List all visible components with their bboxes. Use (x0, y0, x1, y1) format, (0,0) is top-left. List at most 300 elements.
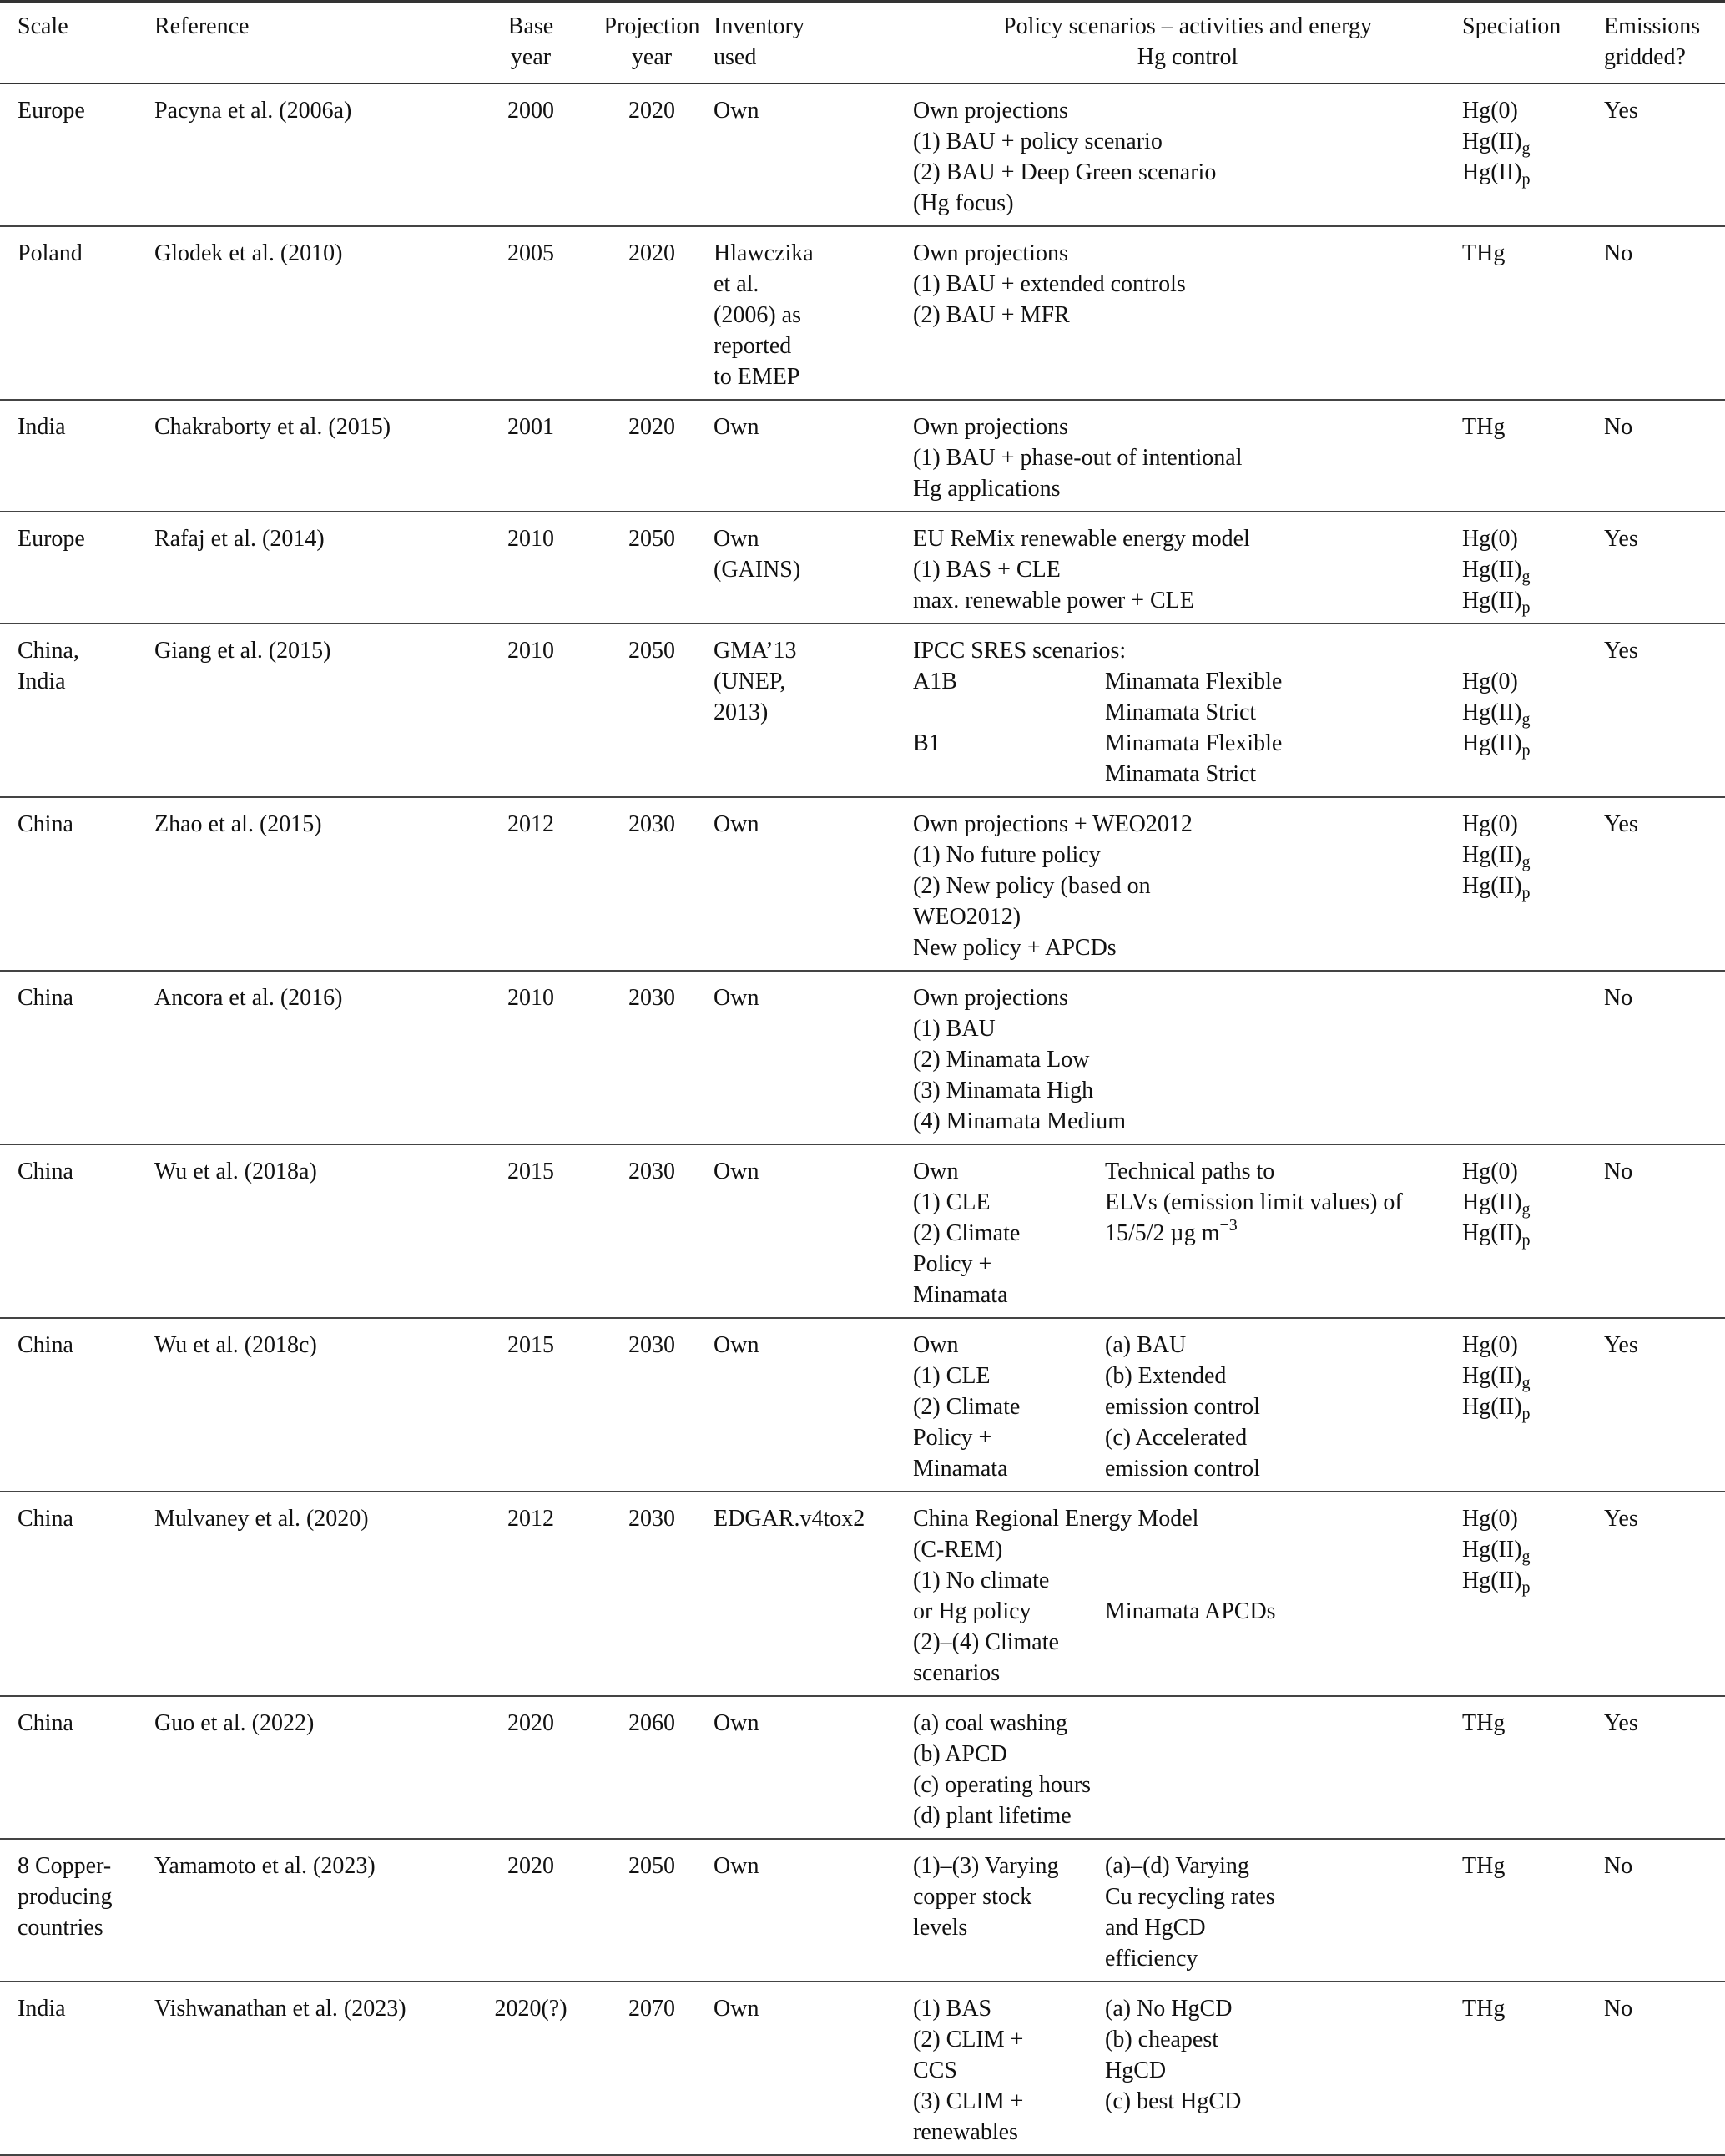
policy-line: (1) CLE (913, 1189, 991, 1215)
policy-line-text: 15/5/2 µg m (1105, 1220, 1220, 1246)
speciation-line (1462, 697, 1604, 728)
speciation-line-subscript: g (1521, 1548, 1531, 1566)
scale-line: China, (18, 638, 79, 664)
speciation-line-text: Hg(II) (1462, 159, 1522, 185)
cell-inventory (714, 1696, 913, 1839)
cell-emissions-gridded: Yes (1604, 1506, 1638, 1532)
scale-line: China (18, 811, 73, 837)
inventory-line: to EMEP (714, 364, 800, 390)
speciation-line-subscript: g (1521, 710, 1531, 729)
header-line: year (510, 44, 552, 70)
speciation-line (1462, 412, 1604, 442)
policy-line: A1B (913, 669, 957, 694)
scale-line: China (18, 985, 73, 1011)
cell-scale (0, 971, 154, 1144)
policy-line: (1) BAU + policy scenario (913, 129, 1163, 154)
header-line: gridded? (1604, 44, 1686, 70)
policy-line (1105, 1565, 1462, 1596)
cell-speciation (1462, 624, 1604, 797)
header-line: Reference (154, 13, 250, 39)
speciation-line-text: Hg(0) (1462, 669, 1518, 694)
table-row (0, 624, 1725, 797)
inventory-line: Own (714, 1710, 759, 1736)
inventory-line: Own (714, 811, 759, 837)
policy-line: CCS (913, 2058, 957, 2083)
cell-projection-year: 2030 (628, 985, 675, 1011)
cell-projection-year: 2030 (628, 811, 675, 837)
cell-emissions-gridded: Yes (1604, 1710, 1638, 1736)
scale-line: India (18, 1996, 66, 2022)
speciation-line-subscript: p (1521, 598, 1531, 617)
speciation-line (1462, 666, 1604, 697)
policy-line: (d) plant lifetime (913, 1803, 1072, 1829)
cell-speciation (1462, 797, 1604, 971)
cell-base-year: 2005 (507, 240, 554, 266)
policy-line: (1) BAU + extended controls (913, 271, 1186, 297)
policy-line: Minamata (913, 1456, 1008, 1482)
speciation-line-subscript: g (1521, 139, 1531, 158)
speciation-line (1462, 635, 1604, 666)
table-row (0, 1492, 1725, 1696)
policy-line: (2) Minamata Low (913, 1047, 1090, 1073)
header-projection-year (590, 2, 714, 84)
cell-speciation (1462, 1839, 1604, 1982)
policy-line-superscript: −3 (1219, 1216, 1238, 1235)
policy-line: Minamata Flexible (1105, 730, 1283, 756)
speciation-line-text: THg (1462, 1710, 1506, 1736)
speciation-line-subscript: p (1521, 884, 1531, 902)
inventory-line: Own (714, 526, 759, 552)
policy-line: Own projections (913, 414, 1068, 440)
speciation-line-text: Hg(II) (1462, 730, 1522, 756)
inventory-line: Own (714, 985, 759, 1011)
speciation-line-subscript: p (1521, 1578, 1531, 1597)
speciation-line-text: Hg(0) (1462, 1506, 1518, 1532)
policy-line: (1) BAS (913, 1996, 992, 2022)
policy-activities (913, 1565, 1105, 1689)
policy-hg-control (1105, 1993, 1462, 2148)
cell-inventory (714, 1492, 913, 1696)
cell-inventory (714, 1144, 913, 1318)
cell-base-year: 2012 (507, 1506, 554, 1532)
scale-line: countries (18, 1915, 103, 1941)
speciation-line (1462, 1534, 1604, 1565)
cell-reference: Pacyna et al. (2006a) (154, 98, 352, 124)
header-line: Speciation (1462, 13, 1561, 39)
cell-policy (913, 624, 1462, 797)
policy-line: (1) No climate (913, 1568, 1050, 1593)
policy-line: (1) No future policy (913, 842, 1101, 868)
speciation-line (1462, 1330, 1604, 1361)
speciation-line (1462, 1218, 1604, 1249)
cell-speciation (1462, 400, 1604, 512)
cell-scale (0, 624, 154, 797)
cell-base-year: 2010 (507, 985, 554, 1011)
scale-line: Europe (18, 98, 85, 124)
cell-speciation (1462, 1492, 1604, 1696)
speciation-line-text: Hg(II) (1462, 1220, 1522, 1246)
cell-speciation (1462, 1318, 1604, 1492)
speciation-line-text: THg (1462, 1853, 1506, 1879)
cell-speciation (1462, 83, 1604, 226)
policy-line: (a)–(d) Varying (1105, 1853, 1249, 1879)
policy-split (913, 1851, 1462, 1974)
policy-line: Cu recycling rates (1105, 1884, 1275, 1910)
inventory-line: (UNEP, (714, 669, 786, 694)
speciation-line-text: Hg(II) (1462, 557, 1522, 583)
cell-speciation (1462, 512, 1604, 624)
inventory-line: EDGAR.v4tox2 (714, 1506, 865, 1532)
policy-line: (2) BAU + MFR (913, 302, 1070, 328)
table-row (0, 226, 1725, 400)
speciation-line-text: THg (1462, 240, 1506, 266)
speciation-line (1462, 809, 1604, 840)
cell-projection-year: 2020 (628, 98, 675, 124)
cell-inventory (714, 512, 913, 624)
policy-line: max. renewable power + CLE (913, 588, 1194, 613)
scale-line: India (18, 414, 66, 440)
cell-policy (913, 797, 1462, 971)
inventory-line: Own (714, 414, 759, 440)
cell-policy (913, 1696, 1462, 1839)
speciation-line-text: Hg(II) (1462, 1568, 1522, 1593)
policy-line: emission control (1105, 1394, 1260, 1420)
speciation-line-text: Hg(0) (1462, 526, 1518, 552)
speciation-line (1462, 523, 1604, 554)
scale-line: China (18, 1506, 73, 1532)
policy-line: (1)–(3) Varying (913, 1853, 1059, 1879)
policy-hg-control (1105, 1851, 1462, 1974)
table-row (0, 971, 1725, 1144)
cell-scale (0, 1318, 154, 1492)
cell-reference: Guo et al. (2022) (154, 1710, 315, 1736)
speciation-line-subscript: p (1521, 170, 1531, 189)
policy-line: (b) Extended (1105, 1363, 1227, 1389)
inventory-line: Own (714, 1332, 759, 1358)
policy-line: (2) BAU + Deep Green scenario (913, 159, 1217, 185)
cell-scale (0, 226, 154, 400)
cell-reference: Rafaj et al. (2014) (154, 526, 325, 552)
policy-line: Technical paths to (1105, 1159, 1275, 1184)
header-line: Base (507, 13, 554, 39)
policy-line: (C-REM) (913, 1537, 1003, 1563)
header-line: Policy scenarios – activities and energy (1003, 13, 1372, 39)
speciation-line-text: Hg(II) (1462, 873, 1522, 899)
cell-projection-year: 2050 (628, 526, 675, 552)
inventory-line: Own (714, 1996, 759, 2022)
speciation-line (1462, 95, 1604, 126)
policy-line: Minamata Strict (1105, 761, 1257, 787)
cell-inventory (714, 624, 913, 797)
cell-inventory (714, 83, 913, 226)
speciation-line (1462, 1565, 1604, 1596)
cell-speciation (1462, 1982, 1604, 2155)
policy-line: or Hg policy (913, 1598, 1031, 1624)
cell-projection-year: 2020 (628, 414, 675, 440)
policy-line: (2)–(4) Climate (913, 1629, 1059, 1655)
speciation-line (1462, 126, 1604, 157)
inventory-line: Hlawczika (714, 240, 814, 266)
cell-reference: Vishwanathan et al. (2023) (154, 1996, 406, 2022)
speciation-line-subscript: p (1521, 741, 1531, 760)
inventory-line: reported (714, 333, 792, 359)
speciation-line-text: Hg(II) (1462, 129, 1522, 154)
speciation-line-text: Hg(II) (1462, 1394, 1522, 1420)
policy-line: (1) BAU + phase-out of intentional (913, 445, 1243, 471)
policy-line: (c) Accelerated (1105, 1425, 1248, 1451)
cell-inventory (714, 1982, 913, 2155)
policy-line: (a) No HgCD (1105, 1996, 1233, 2022)
scale-line: China (18, 1710, 73, 1736)
speciation-line-text: Hg(II) (1462, 1189, 1522, 1215)
policy-line: (b) cheapest (1105, 2027, 1219, 2052)
cell-scale (0, 1839, 154, 1982)
speciation-line-text: Hg(II) (1462, 842, 1522, 868)
speciation-line-text: Hg(0) (1462, 98, 1518, 124)
header-line: used (714, 44, 757, 70)
cell-emissions-gridded: Yes (1604, 98, 1638, 124)
speciation-line (1462, 1993, 1604, 2024)
speciation-line (1462, 157, 1604, 188)
speciation-line-subscript: g (1521, 853, 1531, 871)
cell-reference: Ancora et al. (2016) (154, 985, 343, 1011)
cell-projection-year: 2070 (628, 1996, 675, 2022)
policy-split (913, 1993, 1462, 2148)
speciation-line (1462, 1503, 1604, 1534)
policy-line: (3) CLIM + (913, 2088, 1024, 2114)
speciation-line (1462, 1361, 1604, 1391)
speciation-line-text: Hg(0) (1462, 1159, 1518, 1184)
policy-line: Hg applications (913, 476, 1061, 502)
policy-split (913, 1330, 1462, 1484)
speciation-line-text: Hg(II) (1462, 699, 1522, 725)
inventory-line: (2006) as (714, 302, 801, 328)
policy-line: (b) APCD (913, 1741, 1007, 1767)
cell-reference: Yamamoto et al. (2023) (154, 1853, 376, 1879)
cell-base-year: 2001 (507, 414, 554, 440)
cell-projection-year: 2060 (628, 1710, 675, 1736)
speciation-line (1462, 728, 1604, 759)
cell-speciation (1462, 1144, 1604, 1318)
policy-line: Own projections (913, 985, 1068, 1011)
inventory-line: Own (714, 1159, 759, 1184)
header-line: Emissions (1604, 13, 1701, 39)
policy-hg-control (1105, 666, 1462, 790)
header-speciation (1462, 2, 1604, 84)
cell-emissions-gridded: Yes (1604, 526, 1638, 552)
cell-inventory (714, 1839, 913, 1982)
policy-line: Minamata Flexible (1105, 669, 1283, 694)
cell-policy (913, 226, 1462, 400)
cell-base-year: 2012 (507, 811, 554, 837)
cell-projection-year: 2020 (628, 240, 675, 266)
cell-scale (0, 1982, 154, 2155)
cell-emissions-gridded: No (1604, 985, 1633, 1011)
policy-split (913, 666, 1462, 790)
policy-activities (913, 1156, 1105, 1310)
scale-line: Europe (18, 526, 85, 552)
cell-reference: Glodek et al. (2010) (154, 240, 343, 266)
table-row (0, 797, 1725, 971)
speciation-line (1462, 1187, 1604, 1218)
table-row (0, 1982, 1725, 2155)
cell-reference: Wu et al. (2018c) (154, 1332, 317, 1358)
speciation-line (1462, 1391, 1604, 1422)
cell-policy (913, 1318, 1462, 1492)
speciation-line-subscript: p (1521, 1231, 1531, 1250)
cell-inventory (714, 1318, 913, 1492)
policy-activities (913, 1851, 1105, 1974)
cell-base-year: 2000 (507, 98, 554, 124)
cell-scale (0, 512, 154, 624)
cell-base-year: 2015 (507, 1159, 554, 1184)
cell-emissions-gridded: No (1604, 1159, 1633, 1184)
cell-scale (0, 83, 154, 226)
cell-inventory (714, 797, 913, 971)
cell-policy (913, 1982, 1462, 2155)
cell-emissions-gridded: No (1604, 414, 1633, 440)
cell-emissions-gridded: No (1604, 1853, 1633, 1879)
cell-projection-year: 2050 (628, 638, 675, 664)
cell-reference: Mulvaney et al. (2020) (154, 1506, 369, 1532)
policy-line: Own (913, 1159, 959, 1184)
cell-policy (913, 400, 1462, 512)
policy-line: emission control (1105, 1456, 1260, 1482)
speciation-line (1462, 840, 1604, 871)
scale-line: India (18, 669, 66, 694)
header-line: Projection (603, 13, 700, 39)
policy-split (913, 1156, 1462, 1310)
policy-line: copper stock (913, 1884, 1032, 1910)
policy-line: Own projections (913, 98, 1068, 124)
policy-line (913, 697, 1105, 728)
speciation-line (1462, 1708, 1604, 1739)
cell-base-year: 2020(?) (494, 1996, 567, 2022)
cell-projection-year: 2030 (628, 1506, 675, 1532)
speciation-line-text: Hg(II) (1462, 1363, 1522, 1389)
policy-line: China Regional Energy Model (913, 1506, 1199, 1532)
speciation-line-text: Hg(0) (1462, 811, 1518, 837)
policy-line: (2) CLIM + (913, 2027, 1024, 2052)
policy-line: (4) Minamata Medium (913, 1108, 1127, 1134)
cell-inventory (714, 226, 913, 400)
policy-line: EU ReMix renewable energy model (913, 526, 1250, 552)
header-line: Scale (18, 13, 68, 39)
speciation-line-text: THg (1462, 414, 1506, 440)
table-row (0, 1839, 1725, 1982)
policy-hg-control (1105, 1156, 1462, 1310)
policy-line: (c) operating hours (913, 1772, 1092, 1798)
header-line: Hg control (1137, 44, 1238, 70)
policy-line: (c) best HgCD (1105, 2088, 1242, 2114)
table-header-row (0, 2, 1725, 84)
speciation-line (1462, 554, 1604, 585)
cell-inventory (714, 971, 913, 1144)
cell-speciation (1462, 971, 1604, 1144)
policy-activities (913, 666, 1105, 790)
cell-emissions-gridded: No (1604, 1996, 1633, 2022)
cell-policy (913, 1492, 1462, 1696)
header-base-year (472, 2, 590, 84)
speciation-line-text: Hg(II) (1462, 1537, 1522, 1563)
inventory-line: (GAINS) (714, 557, 801, 583)
policy-line: Own projections + WEO2012 (913, 811, 1193, 837)
cell-reference: Wu et al. (2018a) (154, 1159, 317, 1184)
cell-base-year: 2020 (507, 1853, 554, 1879)
policy-split (913, 1565, 1462, 1689)
inventory-line: 2013) (714, 699, 769, 725)
table-row (0, 400, 1725, 512)
policy-line: (1) BAU (913, 1016, 996, 1042)
policy-activities (913, 1993, 1105, 2148)
policy-line (913, 759, 1105, 790)
policy-line: (a) coal washing (913, 1710, 1068, 1736)
speciation-line (1462, 238, 1604, 269)
cell-emissions-gridded: Yes (1604, 811, 1638, 837)
policy-line: (1) BAS + CLE (913, 557, 1061, 583)
inventory-line: Own (714, 1853, 759, 1879)
policy-line: (2) Climate (913, 1220, 1021, 1246)
cell-scale (0, 1144, 154, 1318)
policy-line: New policy + APCDs (913, 935, 1117, 961)
cell-policy (913, 1839, 1462, 1982)
header-scale (0, 2, 154, 84)
table-row (0, 1318, 1725, 1492)
speciation-line-subscript: g (1521, 1200, 1531, 1219)
cell-base-year: 2015 (507, 1332, 554, 1358)
policy-line (1105, 1218, 1462, 1249)
table-row (0, 1144, 1725, 1318)
inventory-line: et al. (714, 271, 759, 297)
speciation-line (1462, 1156, 1604, 1187)
header-policy-scenarios (913, 2, 1462, 84)
policy-hg-control (1105, 1565, 1462, 1689)
cell-projection-year: 2030 (628, 1159, 675, 1184)
cell-scale (0, 797, 154, 971)
policy-line: Own projections (913, 240, 1068, 266)
cell-base-year: 2010 (507, 638, 554, 664)
speciation-line (1462, 871, 1604, 901)
policy-line: HgCD (1105, 2058, 1167, 2083)
inventory-line: Own (714, 98, 759, 124)
cell-reference: Chakraborty et al. (2015) (154, 414, 391, 440)
cell-projection-year: 2030 (628, 1332, 675, 1358)
policy-line: efficiency (1105, 1946, 1198, 1972)
cell-reference: Zhao et al. (2015) (154, 811, 322, 837)
scale-line: Poland (18, 240, 83, 266)
cell-speciation (1462, 1696, 1604, 1839)
header-inventory (714, 2, 913, 84)
cell-emissions-gridded: Yes (1604, 638, 1638, 664)
scale-line: China (18, 1332, 73, 1358)
header-reference (154, 2, 472, 84)
cell-policy (913, 512, 1462, 624)
table-row (0, 1696, 1725, 1839)
cell-reference: Giang et al. (2015) (154, 638, 331, 664)
inventory-line: GMA’13 (714, 638, 797, 664)
policy-line: renewables (913, 2119, 1018, 2145)
policy-line: (2) Climate (913, 1394, 1021, 1420)
speciation-line (1462, 585, 1604, 616)
speciation-line-subscript: g (1521, 1374, 1531, 1392)
cell-scale (0, 1696, 154, 1839)
cell-scale (0, 400, 154, 512)
scale-line: producing (18, 1884, 113, 1910)
cell-speciation (1462, 226, 1604, 400)
speciation-line-text: Hg(II) (1462, 588, 1522, 613)
scale-line: China (18, 1159, 73, 1184)
policy-line: ELVs (emission limit values) of (1105, 1189, 1403, 1215)
